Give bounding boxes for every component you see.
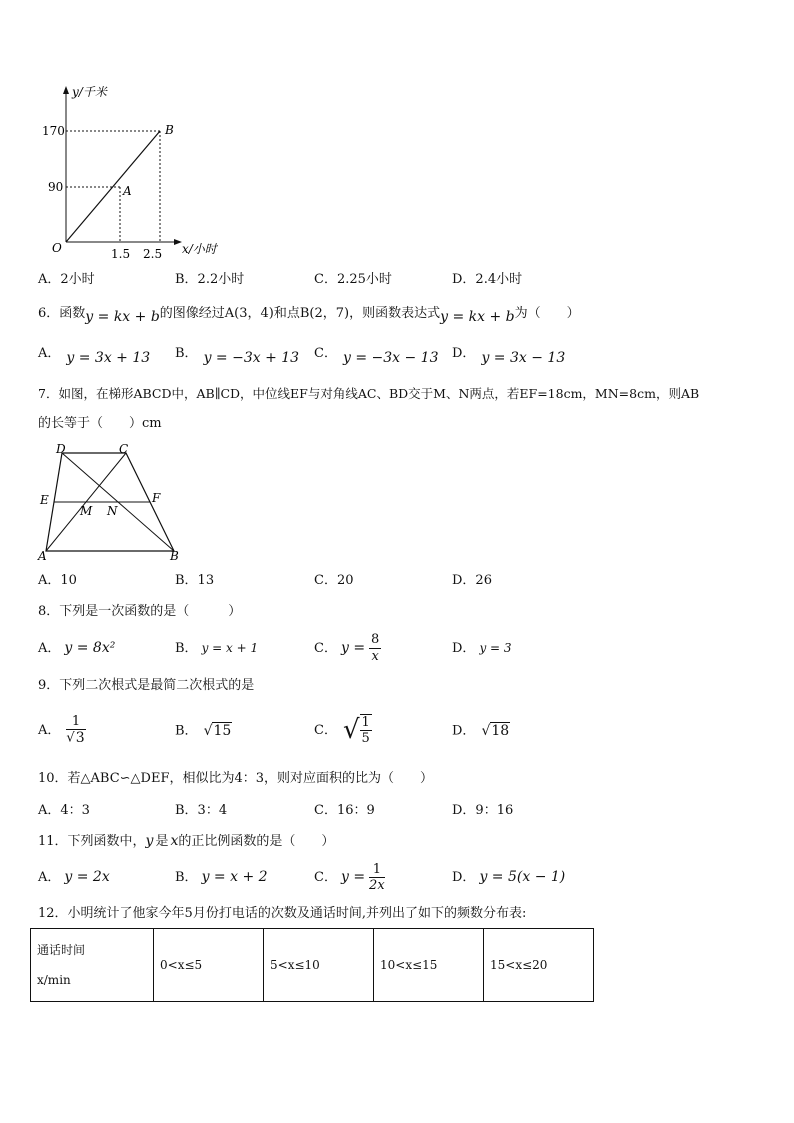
q7-question-line-1: 7．如图，在梯形ABCD中，AB∥CD，中位线EF与对角线AC、BD交于M、N两点，若EF=18cm，MN=8cm，则AB bbox=[38, 386, 700, 401]
q8-expr-d: y = 3 bbox=[479, 641, 512, 655]
q6-option-c bbox=[314, 344, 439, 366]
q9-option-a bbox=[38, 710, 86, 752]
x-tick-2-5: 2.5 bbox=[143, 247, 163, 261]
q9-fraction-a bbox=[66, 714, 85, 747]
q9-d-radicand: 18 bbox=[491, 723, 510, 739]
q10-option-d: D．9：16 bbox=[452, 803, 514, 818]
q7-option-c: C．20 bbox=[314, 573, 354, 588]
q9-option-c bbox=[314, 708, 372, 753]
q11-expr-a: y = 2x bbox=[64, 869, 110, 885]
table-header-cell bbox=[31, 929, 154, 1002]
q10-option-c: C．16：9 bbox=[314, 803, 375, 818]
q9-letter-a: A． bbox=[38, 723, 61, 738]
label-d: D bbox=[56, 443, 66, 456]
q7-option-b: B．13 bbox=[175, 573, 215, 588]
q6-expr-a: y = 3x + 13 bbox=[66, 350, 151, 366]
q11-letter-c: C． bbox=[314, 870, 337, 885]
q6-letter-d: D． bbox=[452, 346, 476, 361]
q8-question: 8．下列是一次函数的是（ ） bbox=[38, 604, 242, 619]
q6-text-3: 为（ ） bbox=[514, 306, 580, 321]
q8-frac-num: 8 bbox=[371, 632, 380, 647]
q9-letter-c: C． bbox=[314, 722, 337, 738]
q11-frac-num: 1 bbox=[369, 862, 385, 878]
q6-letter-a: A． bbox=[38, 346, 61, 361]
q11-expr-c-lhs: y = bbox=[340, 869, 366, 885]
q9-letter-b: B． bbox=[175, 723, 198, 739]
q11-text-1: 11．下列函数中， bbox=[38, 834, 146, 849]
q9-letter-d: D． bbox=[452, 723, 476, 739]
q5-option-a: A．2小时 bbox=[38, 272, 95, 287]
q8-letter-d: D． bbox=[452, 641, 476, 656]
q11-text-2: 是 bbox=[155, 834, 169, 849]
point-b-label: B bbox=[165, 123, 174, 137]
q12-question: 12．小明统计了他家今年5月份打电话的次数及通话时间,并列出了如下的频数分布表: bbox=[38, 906, 527, 921]
label-f: F bbox=[152, 491, 161, 505]
q11-option-d bbox=[452, 868, 565, 887]
q10-option-b: B．3：4 bbox=[175, 803, 228, 818]
q11-fraction-c bbox=[369, 862, 385, 894]
q7-option-a: A．10 bbox=[38, 573, 77, 588]
q6-text-2: 的图像经过A(3，4)和点B(2，7)，则函数表达式 bbox=[159, 306, 441, 321]
q11-letter-b: B． bbox=[175, 870, 198, 885]
q6-expr-1: y = kx + b bbox=[85, 309, 160, 325]
label-n: N bbox=[107, 504, 118, 518]
label-e: E bbox=[40, 493, 49, 507]
trapezoid-figure bbox=[36, 443, 186, 563]
label-b: B bbox=[170, 549, 179, 563]
q11-letter-d: D． bbox=[452, 870, 476, 885]
table-row bbox=[31, 929, 594, 1002]
q8-expr-c-lhs: y = bbox=[340, 640, 366, 656]
q9-b-radicand: 15 bbox=[213, 723, 232, 739]
q6-expr-2: y = kx + b bbox=[440, 309, 515, 325]
x-axis-label: x/小时 bbox=[182, 242, 217, 256]
q8-frac-den: x bbox=[371, 649, 379, 664]
q8-option-b bbox=[175, 639, 258, 658]
q6-expr-b: y = −3x + 13 bbox=[203, 350, 300, 366]
q5-option-c: C．2.25小时 bbox=[314, 272, 392, 287]
q9-sqrt-c: √ $\frac{1}{5}$ bbox=[342, 714, 370, 746]
q8-expr-b: y = x + 1 bbox=[201, 641, 259, 655]
q8-expr-a: y = 8x² bbox=[64, 640, 116, 656]
q9-sqrt-b: √15 bbox=[203, 723, 232, 739]
q6-option-a bbox=[38, 344, 151, 366]
label-c: C bbox=[119, 443, 129, 456]
q8-letter-c: C． bbox=[314, 641, 337, 656]
q8-letter-b: B． bbox=[175, 641, 198, 656]
q11-letter-a: A． bbox=[38, 870, 61, 885]
label-a: A bbox=[38, 549, 47, 563]
table-cell: 5<x≤10 bbox=[264, 929, 374, 1002]
header-line-2: x/min bbox=[37, 973, 71, 987]
q8-option-d bbox=[452, 639, 512, 658]
q9-c-den: 5 bbox=[361, 730, 370, 746]
table-cell: 0<x≤5 bbox=[154, 929, 264, 1002]
q6-expr-c: y = −3x − 13 bbox=[342, 350, 439, 366]
q11-option-a bbox=[38, 868, 110, 887]
y-tick-170: 170 bbox=[42, 124, 65, 138]
q8-fraction-c bbox=[369, 632, 381, 665]
header-line-1: 通话时间 bbox=[37, 943, 86, 957]
q9-a-den: √3 bbox=[66, 730, 85, 747]
q8-letter-a: A． bbox=[38, 641, 61, 656]
q10-option-a: A．4：3 bbox=[38, 803, 90, 818]
q11-option-b bbox=[175, 868, 268, 887]
y-axis-label: y/千米 bbox=[72, 85, 107, 99]
q7-option-d: D．26 bbox=[452, 573, 492, 588]
q10-question: 10．若△ABC∽△DEF，相似比为4：3，则对应面积的比为（ ） bbox=[38, 771, 434, 786]
q9-c-num: 1 bbox=[361, 714, 370, 730]
q8-option-a bbox=[38, 639, 115, 658]
q5-option-b: B．2.2小时 bbox=[175, 272, 245, 287]
origin-label: O bbox=[52, 241, 62, 255]
q11-frac-den: 2x bbox=[369, 877, 385, 893]
q9-option-b bbox=[175, 722, 232, 741]
y-tick-90: 90 bbox=[48, 180, 64, 194]
label-m: M bbox=[80, 504, 93, 518]
q11-var-x: x bbox=[170, 833, 179, 849]
table-cell: 10<x≤15 bbox=[374, 929, 484, 1002]
x-tick-1-5: 1.5 bbox=[111, 247, 131, 261]
q6-option-d bbox=[452, 344, 566, 366]
q9-question: 9．下列二次根式是最简二次根式的是 bbox=[38, 678, 255, 693]
q6-text-1: 6．函数 bbox=[38, 306, 86, 321]
q6-option-b bbox=[175, 344, 300, 366]
q9-option-d bbox=[452, 722, 510, 741]
q6-expr-d: y = 3x − 13 bbox=[481, 350, 566, 366]
q6-letter-b: B． bbox=[175, 346, 198, 361]
frequency-table bbox=[30, 928, 594, 1002]
q6-letter-c: C． bbox=[314, 346, 337, 361]
table-cell: 15<x≤20 bbox=[484, 929, 594, 1002]
q11-text-3: 的正比例函数的是（ ） bbox=[178, 834, 335, 849]
q9-a-radicand: 3 bbox=[75, 730, 85, 747]
q7-question-line-2: 的长等于（ ）cm bbox=[38, 416, 162, 431]
q11-option-c bbox=[314, 856, 385, 899]
q8-option-c bbox=[314, 628, 381, 669]
q11-expr-d: y = 5(x − 1) bbox=[479, 869, 566, 885]
q9-fraction-c bbox=[360, 714, 372, 747]
q5-option-d: D．2.4小时 bbox=[452, 272, 523, 287]
point-a-label: A bbox=[123, 184, 132, 198]
q11-var-y: y bbox=[145, 833, 154, 849]
q11-expr-b: y = x + 2 bbox=[201, 869, 268, 885]
q6-question bbox=[38, 304, 580, 323]
distance-time-graph bbox=[40, 82, 240, 264]
q9-a-num: 1 bbox=[66, 714, 85, 730]
q11-question bbox=[38, 832, 334, 851]
q9-sqrt-d: √18 bbox=[481, 723, 510, 739]
